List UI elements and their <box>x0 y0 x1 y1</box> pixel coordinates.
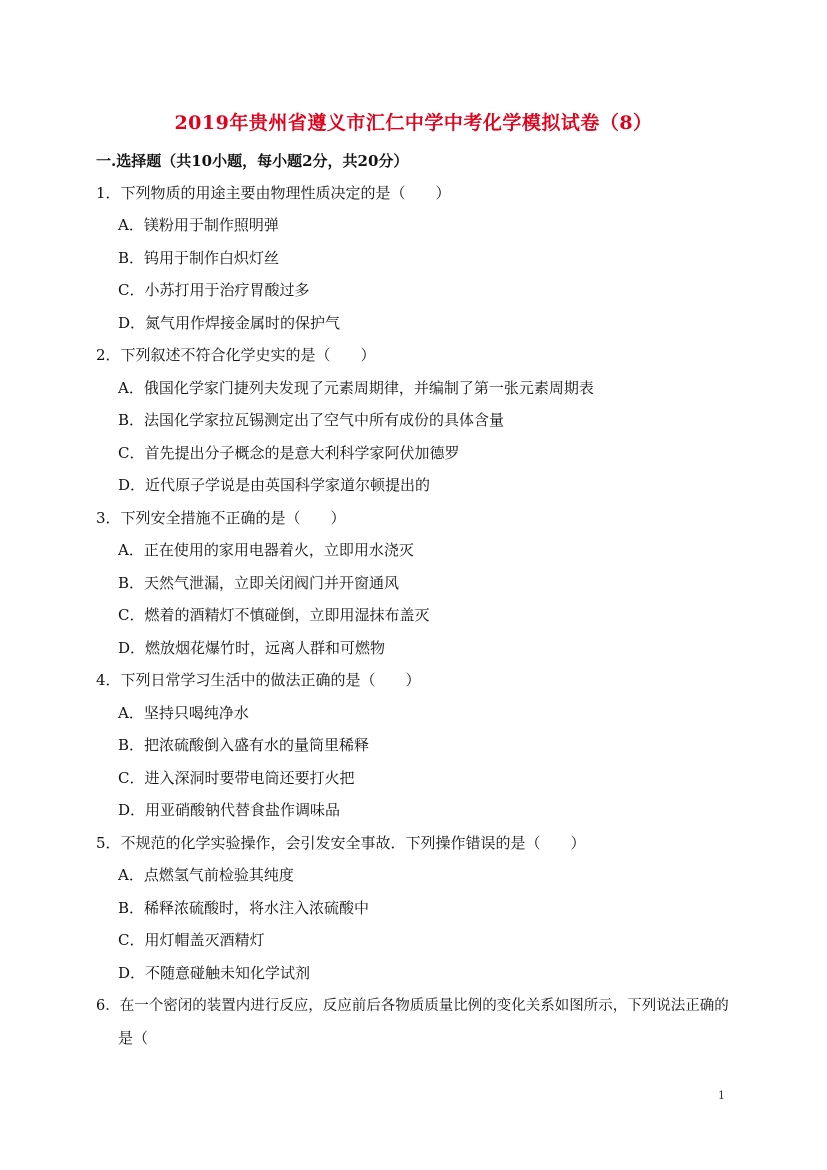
option-d: D．不随意碰触未知化学试剂 <box>118 964 311 982</box>
option-b: B．稀释浓硫酸时，将水注入浓硫酸中 <box>118 899 370 917</box>
question-stem: 4．下列日常学习生活中的做法正确的是（ ） <box>96 671 421 689</box>
option-b: B．法国化学家拉瓦锡测定出了空气中所有成份的具体含量 <box>118 411 505 429</box>
question-stem: 2．下列叙述不符合化学史实的是（ ） <box>96 346 376 364</box>
option-d: D．氮气用作焊接金属时的保护气 <box>118 314 341 332</box>
option-c: C．燃着的酒精灯不慎碰倒，立即用湿抹布盖灭 <box>118 606 430 624</box>
question-stem-line-2: 是（ <box>118 1029 149 1047</box>
option-c: C．进入深洞时要带电筒还要打火把 <box>118 769 355 787</box>
option-d: D．用亚硝酸钠代替食盐作调味品 <box>118 801 341 819</box>
question-stem: 1．下列物质的用途主要由物理性质决定的是（ ） <box>96 184 451 202</box>
question-stem-line-1: 6．在一个密闭的装置内进行反应，反应前后各物质质量比例的变化关系如图所示，下列说法正确的 <box>96 998 729 1014</box>
option-c: C．首先提出分子概念的是意大利科学家阿伏加德罗 <box>118 444 460 462</box>
option-a: A．俄国化学家门捷列夫发现了元素周期律，并编制了第一张元素周期表 <box>118 379 594 397</box>
question-stem: 5．不规范的化学实验操作，会引发安全事故．下列操作错误的是（ ） <box>96 834 586 852</box>
option-a: A．正在使用的家用电器着火，立即用水浇灭 <box>118 541 414 559</box>
section-heading: 一.选择题（共10小题，每小题2分，共20分） <box>96 152 409 170</box>
option-c: C．用灯帽盖灭酒精灯 <box>118 931 265 949</box>
exam-title: 2019年贵州省遵义市汇仁中学中考化学模拟试卷（8） <box>174 112 653 134</box>
option-b: B．天然气泄漏，立即关闭阀门并开窗通风 <box>118 574 400 592</box>
option-d: D．近代原子学说是由英国科学家道尔顿提出的 <box>118 476 431 494</box>
option-c: C．小苏打用于治疗胃酸过多 <box>118 281 310 299</box>
option-b: B．把浓硫酸倒入盛有水的量筒里稀释 <box>118 736 370 754</box>
question-stem: 3．下列安全措施不正确的是（ ） <box>96 509 346 527</box>
option-a: A．点燃氢气前检验其纯度 <box>118 866 294 884</box>
option-a: A．镁粉用于制作照明弹 <box>118 216 279 234</box>
option-a: A．坚持只喝纯净水 <box>118 704 249 722</box>
option-b: B．钨用于制作白炽灯丝 <box>118 249 280 267</box>
option-d: D．燃放烟花爆竹时，远离人群和可燃物 <box>118 639 386 657</box>
page-number: 1 <box>718 1089 725 1102</box>
